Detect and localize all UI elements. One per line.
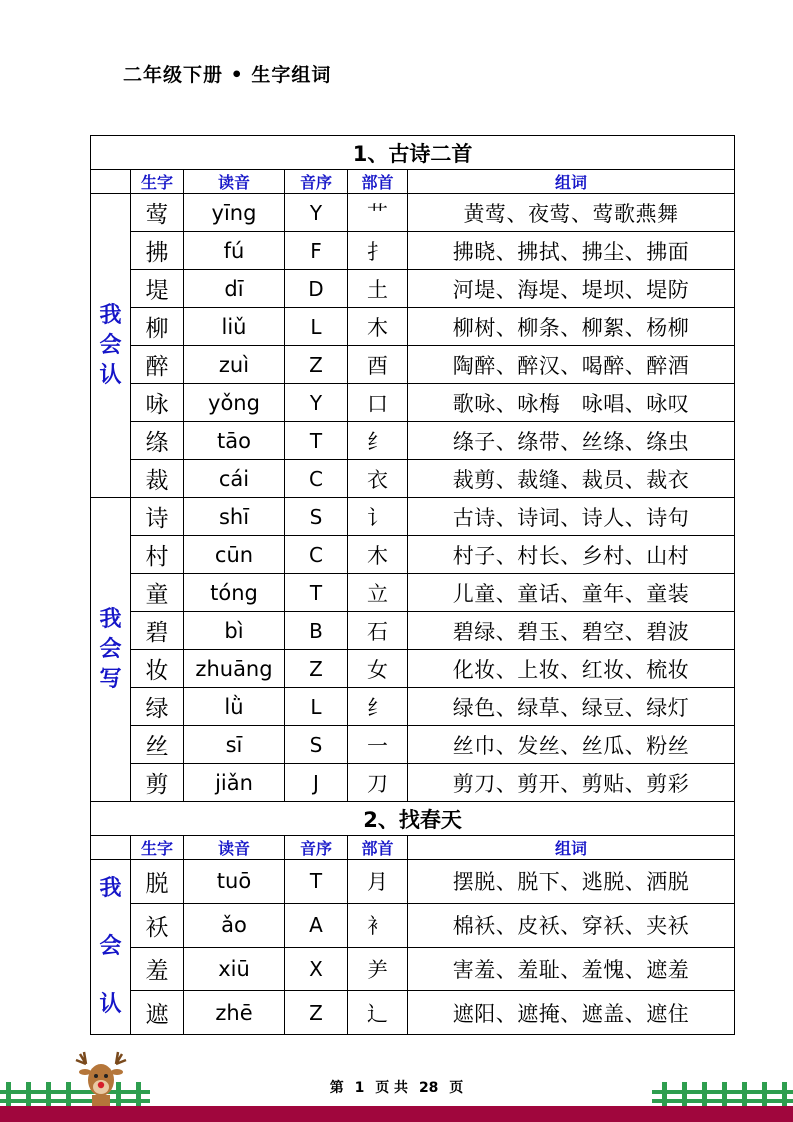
word-row (91, 650, 735, 688)
header-radical: 部首 (348, 836, 408, 860)
words-cell: 裁剪、裁缝、裁员、裁衣 (408, 460, 735, 498)
radical-cell: 月 (348, 860, 408, 904)
pinyin-cell: shī (184, 498, 285, 536)
words-cell: 河堤、海堤、堤坝、堤防 (408, 270, 735, 308)
header-char: 生字 (131, 170, 184, 194)
word-row (91, 194, 735, 232)
pinyin-cell: cūn (184, 536, 285, 574)
character-cell: 碧 (131, 612, 184, 650)
radical-cell: 石 (348, 612, 408, 650)
words-cell: 丝巾、发丝、丝瓜、粉丝 (408, 726, 735, 764)
header-pinyin: 读音 (184, 836, 285, 860)
order-cell: Y (285, 384, 348, 422)
character-cell: 村 (131, 536, 184, 574)
word-row (91, 860, 735, 904)
word-row (91, 688, 735, 726)
pinyin-cell: zuì (184, 346, 285, 384)
radical-cell: 酉 (348, 346, 408, 384)
column-header-row (91, 170, 735, 194)
section-title-row (91, 802, 735, 836)
order-cell: X (285, 947, 348, 991)
word-row (91, 536, 735, 574)
pinyin-cell: zhuāng (184, 650, 285, 688)
footer-total-pages: 28 (418, 1080, 439, 1096)
order-cell: C (285, 460, 348, 498)
radical-cell: 刀 (348, 764, 408, 802)
header-order: 音序 (285, 170, 348, 194)
character-cell: 绿 (131, 688, 184, 726)
radical-cell: 纟 (348, 422, 408, 460)
order-cell: D (285, 270, 348, 308)
section-title: 2、找春天 (91, 802, 735, 836)
words-cell: 黄莺、夜莺、莺歌燕舞 (408, 194, 735, 232)
header-order: 音序 (285, 836, 348, 860)
header-radical: 部首 (348, 170, 408, 194)
footer-page-number: 1 (354, 1080, 365, 1096)
radical-cell: 木 (348, 308, 408, 346)
group-label-char: 会 (99, 934, 122, 959)
words-cell: 绦子、绦带、丝绦、绦虫 (408, 422, 735, 460)
header-pinyin: 读音 (184, 170, 285, 194)
pinyin-cell: dī (184, 270, 285, 308)
word-row (91, 574, 735, 612)
radical-cell: 辶 (348, 991, 408, 1035)
radical-cell: ⺶ (348, 947, 408, 991)
order-cell: Z (285, 346, 348, 384)
character-cell: 遮 (131, 991, 184, 1035)
words-cell: 儿童、童话、童年、童装 (408, 574, 735, 612)
character-cell: 醉 (131, 346, 184, 384)
reindeer-icon (72, 1050, 130, 1106)
words-cell: 陶醉、醉汉、喝醉、醉酒 (408, 346, 735, 384)
order-cell: Z (285, 991, 348, 1035)
character-cell: 童 (131, 574, 184, 612)
group-label-char: 认 (99, 992, 122, 1017)
footer-suffix: 页 (449, 1080, 464, 1096)
word-row (91, 947, 735, 991)
group-label (91, 860, 131, 1035)
radical-cell: 艹 (348, 194, 408, 232)
words-cell: 古诗、诗词、诗人、诗句 (408, 498, 735, 536)
radical-cell: 讠 (348, 498, 408, 536)
order-cell: L (285, 688, 348, 726)
radical-cell: 女 (348, 650, 408, 688)
header-words: 组词 (408, 836, 735, 860)
character-cell: 绦 (131, 422, 184, 460)
order-cell: S (285, 498, 348, 536)
order-cell: T (285, 860, 348, 904)
character-cell: 羞 (131, 947, 184, 991)
radical-cell: 衤 (348, 903, 408, 947)
order-cell: Z (285, 650, 348, 688)
character-cell: 裁 (131, 460, 184, 498)
group-label-char: 认 (99, 362, 122, 388)
pinyin-cell: yǒng (184, 384, 285, 422)
words-cell: 碧绿、碧玉、碧空、碧波 (408, 612, 735, 650)
order-cell: S (285, 726, 348, 764)
word-row (91, 270, 735, 308)
footer-middle: 页 共 (375, 1080, 409, 1096)
radical-cell: 纟 (348, 688, 408, 726)
radical-cell: 扌 (348, 232, 408, 270)
character-cell: 柳 (131, 308, 184, 346)
bottom-band (0, 1106, 793, 1122)
word-row (91, 384, 735, 422)
character-cell: 剪 (131, 764, 184, 802)
words-cell: 化妆、上妆、红妆、梳妆 (408, 650, 735, 688)
header-blank (91, 170, 131, 194)
words-cell: 村子、村长、乡村、山村 (408, 536, 735, 574)
group-label-char: 写 (99, 666, 122, 692)
character-cell: 拂 (131, 232, 184, 270)
column-header-row (91, 836, 735, 860)
section-title: 1、古诗二首 (91, 136, 735, 170)
radical-cell: 土 (348, 270, 408, 308)
pinyin-cell: xiū (184, 947, 285, 991)
group-label-char: 我 (99, 876, 122, 901)
group-label (91, 194, 131, 498)
word-row (91, 726, 735, 764)
character-cell: 脱 (131, 860, 184, 904)
pinyin-cell: ǎo (184, 903, 285, 947)
character-cell: 堤 (131, 270, 184, 308)
vocab-table (90, 135, 735, 1035)
pinyin-cell: zhē (184, 991, 285, 1035)
words-cell: 拂晓、拂拭、拂尘、拂面 (408, 232, 735, 270)
order-cell: F (285, 232, 348, 270)
radical-cell: 口 (348, 384, 408, 422)
word-row (91, 232, 735, 270)
word-row (91, 903, 735, 947)
pinyin-cell: jiǎn (184, 764, 285, 802)
word-row (91, 422, 735, 460)
character-cell: 丝 (131, 726, 184, 764)
words-cell: 绿色、绿草、绿豆、绿灯 (408, 688, 735, 726)
radical-cell: 立 (348, 574, 408, 612)
words-cell: 害羞、羞耻、羞愧、遮羞 (408, 947, 735, 991)
words-cell: 摆脱、脱下、逃脱、洒脱 (408, 860, 735, 904)
character-cell: 诗 (131, 498, 184, 536)
words-cell: 歌咏、咏梅 咏唱、咏叹 (408, 384, 735, 422)
footer-prefix: 第 (329, 1080, 344, 1096)
header-words: 组词 (408, 170, 735, 194)
order-cell: T (285, 574, 348, 612)
document-title: 二年级下册 • 生字组词 (123, 64, 332, 86)
word-row (91, 498, 735, 536)
word-row (91, 764, 735, 802)
order-cell: J (285, 764, 348, 802)
order-cell: T (285, 422, 348, 460)
words-cell: 棉袄、皮袄、穿袄、夹袄 (408, 903, 735, 947)
words-cell: 剪刀、剪开、剪贴、剪彩 (408, 764, 735, 802)
pinyin-cell: cái (184, 460, 285, 498)
character-cell: 莺 (131, 194, 184, 232)
header-blank (91, 836, 131, 860)
group-label-char: 会 (99, 636, 122, 662)
word-row (91, 460, 735, 498)
word-row (91, 612, 735, 650)
order-cell: B (285, 612, 348, 650)
words-cell: 柳树、柳条、柳絮、杨柳 (408, 308, 735, 346)
order-cell: Y (285, 194, 348, 232)
radical-cell: 木 (348, 536, 408, 574)
group-label-char: 会 (99, 332, 122, 358)
vocab-table-body (91, 136, 735, 1035)
order-cell: L (285, 308, 348, 346)
character-cell: 妆 (131, 650, 184, 688)
header-char: 生字 (131, 836, 184, 860)
group-label-char: 我 (99, 606, 122, 632)
word-row (91, 308, 735, 346)
group-label-char: 我 (99, 302, 122, 328)
radical-cell: 一 (348, 726, 408, 764)
pinyin-cell: sī (184, 726, 285, 764)
words-cell: 遮阳、遮掩、遮盖、遮住 (408, 991, 735, 1035)
section-title-row (91, 136, 735, 170)
pinyin-cell: lǜ (184, 688, 285, 726)
group-label (91, 498, 131, 802)
character-cell: 咏 (131, 384, 184, 422)
word-row (91, 346, 735, 384)
word-row (91, 991, 735, 1035)
pinyin-cell: tuō (184, 860, 285, 904)
character-cell: 袄 (131, 903, 184, 947)
pinyin-cell: liǔ (184, 308, 285, 346)
radical-cell: 衣 (348, 460, 408, 498)
order-cell: A (285, 903, 348, 947)
pinyin-cell: tāo (184, 422, 285, 460)
pinyin-cell: tóng (184, 574, 285, 612)
right-fence-icon (652, 1078, 793, 1108)
pinyin-cell: fú (184, 232, 285, 270)
pinyin-cell: yīng (184, 194, 285, 232)
pinyin-cell: bì (184, 612, 285, 650)
order-cell: C (285, 536, 348, 574)
